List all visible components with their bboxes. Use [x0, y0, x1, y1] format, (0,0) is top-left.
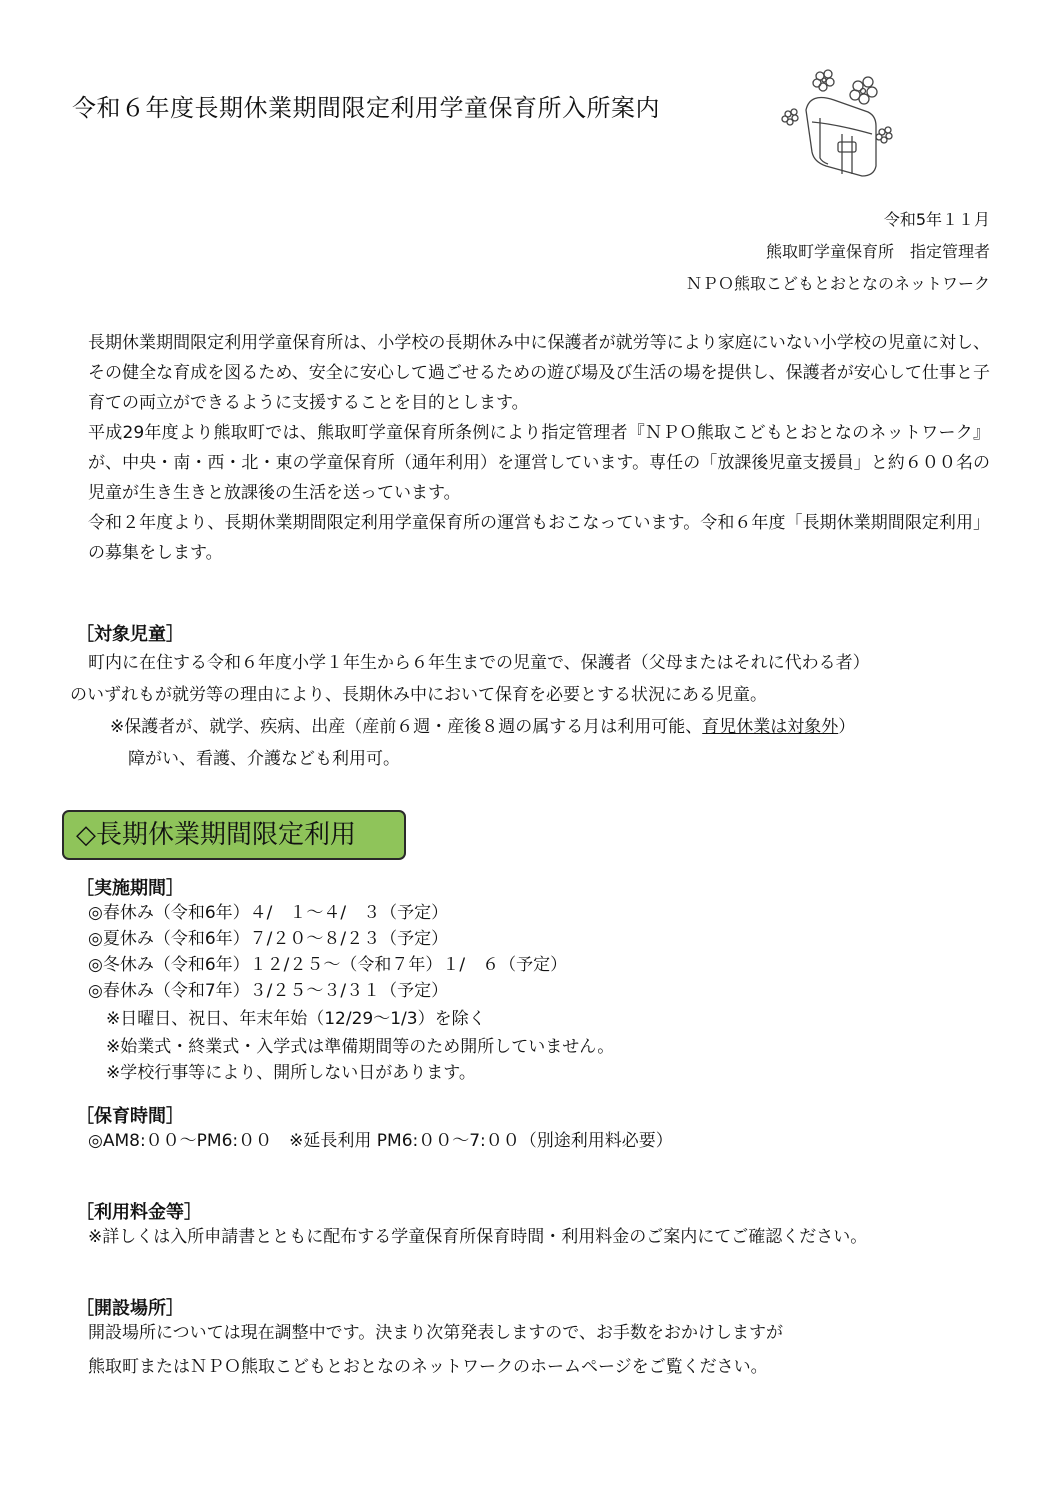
period-note: ※始業式・終業式・入学式は準備期間等のため開所していません。	[106, 1037, 615, 1057]
period-item: ◎春休み（令和6年）４/ １～４/ ３（予定）	[88, 903, 449, 923]
flower-3	[782, 109, 798, 125]
target-line-1: 町内に在住する令和６年度小学１年生から６年生までの児童で、保護者（父母またはそれに代わる者）	[88, 653, 870, 673]
target-heading: ［対象児童］	[76, 624, 184, 645]
fees-heading: ［利用料金等］	[76, 1202, 202, 1223]
page-title: 令和６年度長期休業期間限定利用学童保育所入所案内	[72, 94, 660, 122]
target-note-1-text: ※保護者が、就学、疾病、出産（産前６週・産後８週の属する月は利用可能、	[110, 717, 703, 737]
location-heading: ［開設場所］	[76, 1298, 184, 1319]
flower-2	[850, 77, 877, 104]
period-item: ◎夏休み（令和6年）７/２０～８/２３（予定）	[88, 929, 449, 949]
intro-paragraph-1: 長期休業期間限定利用学童保育所は、小学校の長期休み中に保護者が就労等により家庭にいない小学校の児童に対し、その健全な育成を図るため、安全に安心して過ごせるための遊び場及び生活の場を提供し、保護者が安心して仕事と子育ての両立ができるように支援することを目的とします。	[88, 333, 990, 413]
period-note: ※学校行事等により、開所しない日があります。	[106, 1063, 476, 1083]
period-item: ◎冬休み（令和6年）１２/２５～（令和７年）１/ ６（予定）	[88, 955, 568, 975]
intro-section	[70, 328, 990, 568]
flower-4	[876, 127, 892, 143]
target-note-1-close: ）	[838, 717, 856, 737]
target-note-2: 障がい、看護、介護なども利用可。	[128, 749, 400, 769]
period-item: ◎春休み（令和7年）３/２５～３/３１（予定）	[88, 981, 449, 1001]
flower-1	[813, 70, 834, 91]
intro-paragraph-3: 令和２年度より、長期休業期間限定利用学童保育所の運営もおこなっています。令和６年度「長期休業期間限定利用」の募集をします。	[88, 513, 990, 563]
fees-text: ※詳しくは入所申請書とともに配布する学童保育所保育時間・利用料金のご案内にてご確認ください。	[88, 1227, 868, 1247]
period-note: ※日曜日、祝日、年末年始（12/29～1/3）を除く	[106, 1009, 486, 1029]
location-line-1: 開設場所については現在調整中です。決まり次第発表しますので、お手数をおかけしますが	[88, 1323, 783, 1343]
target-line-2: のいずれもが就労等の理由により、長期休み中において保育を必要とする状況にある児童。	[70, 685, 767, 705]
period-heading: ［実施期間］	[76, 878, 184, 899]
hours-text: ◎AM8:００～PM6:００ ※延長利用 PM6:００～7:００（別途利用料必要）	[88, 1131, 673, 1151]
section-title-box: ◇長期休業期間限定利用	[62, 810, 406, 860]
hours-heading: ［保育時間］	[76, 1106, 184, 1127]
document-meta	[686, 204, 990, 300]
intro-paragraph-2: 平成29年度より熊取町では、熊取町学童保育所条例により指定管理者『ＮＰＯ熊取こどもとおとなのネットワーク』が、中央・南・西・北・東の学童保育所（通年利用）を運営しています。専任の「放課後児童支援員」と約６００名の児童が生き生きと放課後の生活を送っています。	[88, 423, 990, 503]
location-line-2: 熊取町またはＮＰＯ熊取こどもとおとなのネットワークのホームページをご覧ください。	[88, 1357, 768, 1377]
childcare-leave-excluded: 育児休業は対象外	[702, 717, 839, 737]
issue-date: 令和5年１１月	[883, 210, 990, 229]
target-note-1	[110, 714, 855, 740]
issuer-npo: ＮＰＯ熊取こどもとおとなのネットワーク	[685, 274, 990, 293]
school-bag-illustration	[776, 62, 894, 184]
issuer-org: 熊取町学童保育所 指定管理者	[765, 242, 990, 261]
